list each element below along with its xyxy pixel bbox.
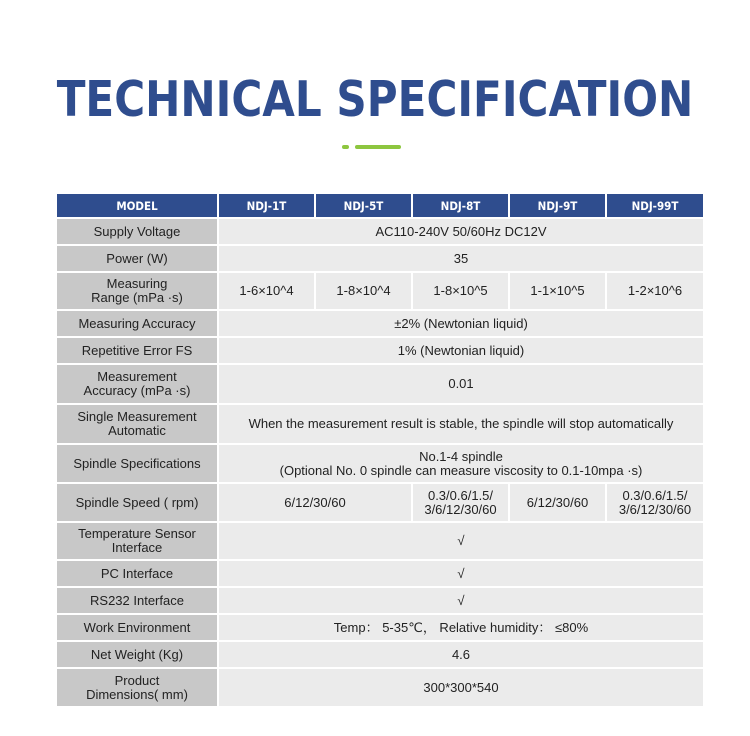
row-label [57,405,217,443]
range-ndj-9t: 1-1×10^5 [510,273,605,309]
row-value: √ [219,523,703,559]
row-value: When the measurement result is stable, the spindle will stop automatically [219,405,703,443]
row-label: Spindle Speed ( rpm) [57,484,217,521]
label-line: Dimensions( mm) [86,686,188,702]
range-ndj-8t: 1-8×10^5 [413,273,508,309]
value-line: (Optional No. 0 spindle can measure viscosity to 0.1-10mpa ·s) [279,462,643,478]
header-ndj-5t: NDJ-5T [316,194,411,217]
table-row [57,642,703,667]
row-label: Net Weight (Kg) [57,642,217,667]
row-label: Measuring Accuracy [57,311,217,336]
header-ndj-99t: NDJ-99T [607,194,703,217]
value-line: No.1-4 spindle [419,448,503,464]
label-line: Temperature Sensor [78,526,196,541]
accent-bar [355,145,401,149]
row-value: 35 [219,246,703,271]
header-ndj-8t: NDJ-8T [413,194,508,217]
row-label [57,365,217,403]
accent-dot [342,145,349,149]
label-line: Single Measurement [77,409,197,424]
header-row [57,194,703,217]
header-ndj-9t: NDJ-9T [510,194,605,217]
table-row [57,365,703,403]
range-ndj-5t: 1-8×10^4 [316,273,411,309]
row-value: √ [219,561,703,586]
speed-ndj-8t [413,484,508,521]
page-title: TECHNICAL SPECIFICATION [56,71,694,128]
table-row [57,273,703,309]
table-row [57,338,703,363]
row-value: 300*300*540 [219,669,703,706]
label-line: Measuring [106,276,168,291]
header-model: MODEL [57,194,217,217]
table-row [57,669,703,706]
row-value: AC110-240V 50/60Hz DC12V [219,219,703,244]
label-line: Automatic [108,423,166,438]
row-label [57,669,217,706]
row-value: 1% (Newtonian liquid) [219,338,703,363]
table-row [57,615,703,640]
speed-ndj-99t [607,484,703,521]
row-label [57,523,217,559]
row-label: Work Environment [57,615,217,640]
table-row [57,445,703,482]
table-row [57,484,703,521]
label-line: Accuracy (mPa ·s) [83,383,191,398]
value-line: 0.3/0.6/1.5/ [427,487,494,503]
row-label: Spindle Specifications [57,445,217,482]
speed-ndj-9t: 6/12/30/60 [510,484,605,521]
range-ndj-99t: 1-2×10^6 [607,273,703,309]
value-line: 0.3/0.6/1.5/ [622,487,688,503]
row-label: PC Interface [57,561,217,586]
row-value: 4.6 [219,642,703,667]
spec-table [55,192,705,708]
speed-ndj-1t-5t: 6/12/30/60 [219,484,411,521]
row-value: 0.01 [219,365,703,403]
table-row [57,219,703,244]
row-value: √ [219,588,703,613]
row-label: Supply Voltage [57,219,217,244]
row-label [57,273,217,309]
row-label: Power (W) [57,246,217,271]
label-line: Interface [111,540,163,555]
value-line: 3/6/12/30/60 [424,501,497,517]
label-line: Measurement [97,369,177,384]
table-row [57,405,703,443]
row-value: ±2% (Newtonian liquid) [219,311,703,336]
row-value: Temp： 5-35℃， Relative humidity： ≤80% [219,615,703,640]
table-row [57,588,703,613]
table-row [57,311,703,336]
table-row [57,246,703,271]
table-row [57,561,703,586]
row-value [219,445,703,482]
label-line: Range (mPa ·s) [91,290,183,305]
row-label: Repetitive Error FS [57,338,217,363]
header-ndj-1t: NDJ-1T [219,194,314,217]
label-line: Product [114,672,160,688]
row-label: RS232 Interface [57,588,217,613]
value-line: 3/6/12/30/60 [618,501,692,517]
range-ndj-1t: 1-6×10^4 [219,273,314,309]
table-row [57,523,703,559]
